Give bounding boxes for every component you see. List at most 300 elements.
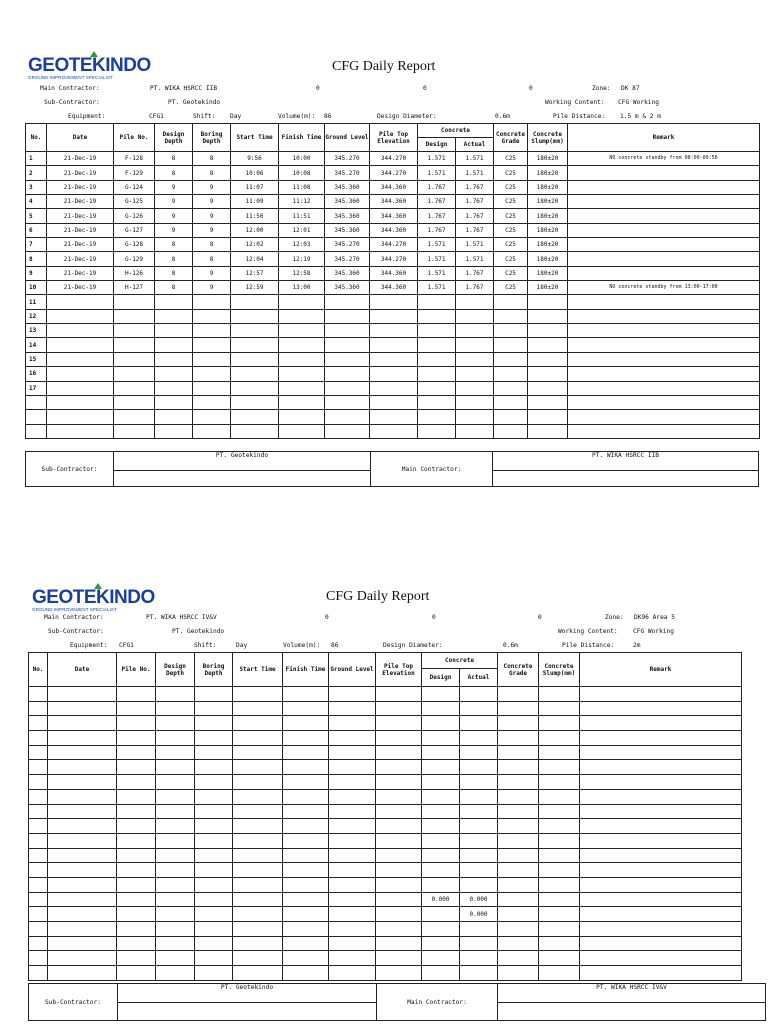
sub-contractor-label: Sub-Contractor: <box>48 628 104 635</box>
col-concrete-grade: Concrete Grade <box>494 124 528 152</box>
row-pile-no <box>117 731 156 746</box>
report-title: CFG Daily Report <box>332 59 436 74</box>
row-design-depth <box>156 701 195 716</box>
row-design-depth: 8 <box>155 281 193 295</box>
row-pile-no: G-128 <box>114 238 155 252</box>
row-concrete-design <box>418 424 456 438</box>
row-remark <box>568 324 760 338</box>
row-concrete-slump <box>539 936 580 951</box>
row-concrete-slump <box>528 338 568 352</box>
row-start-time <box>231 381 279 395</box>
row-concrete-slump <box>528 367 568 381</box>
working-content-label: Working Content: <box>558 628 618 635</box>
row-ground-level <box>329 833 376 848</box>
row-no <box>29 760 48 775</box>
row-concrete-actual <box>460 966 498 981</box>
row-design-depth: 9 <box>155 223 193 237</box>
row-date <box>48 789 117 804</box>
row-ground-level <box>329 966 376 981</box>
table-row <box>29 731 742 746</box>
row-date: 21-Dec-19 <box>47 209 114 223</box>
row-date <box>48 804 117 819</box>
header-zero-c: 0 <box>538 614 542 621</box>
row-pile-no <box>117 892 156 907</box>
row-date <box>48 848 117 863</box>
row-pile-no: F-129 <box>114 166 155 180</box>
row-concrete-grade <box>498 966 539 981</box>
col-concrete-group: Concrete <box>422 653 498 669</box>
table-row <box>26 381 760 395</box>
col-boring-depth: Boring Depth <box>193 124 231 152</box>
row-concrete-actual <box>460 789 498 804</box>
row-pile-no <box>114 309 155 323</box>
row-date <box>48 731 117 746</box>
row-concrete-slump <box>528 395 568 409</box>
row-concrete-design <box>422 775 460 790</box>
row-boring-depth: 9 <box>193 209 231 223</box>
row-pile-top <box>376 789 422 804</box>
row-concrete-slump <box>539 789 580 804</box>
row-concrete-grade <box>498 745 539 760</box>
row-finish-time <box>283 775 329 790</box>
row-concrete-grade: C25 <box>494 195 528 209</box>
table-row <box>29 833 742 848</box>
row-pile-top: 344.360 <box>370 195 418 209</box>
row-pile-no <box>117 789 156 804</box>
row-no <box>29 863 48 878</box>
row-concrete-design: 1.767 <box>418 195 456 209</box>
main-contractor-value: PT. WIKA HSRCC IIB <box>150 85 218 92</box>
header-zero-b: 0 <box>423 85 427 92</box>
row-concrete-grade <box>498 951 539 966</box>
row-ground-level <box>329 804 376 819</box>
row-ground-level <box>329 745 376 760</box>
row-remark <box>580 863 742 878</box>
row-start-time <box>233 833 283 848</box>
row-remark <box>568 352 760 366</box>
row-date <box>48 760 117 775</box>
table-row <box>29 789 742 804</box>
col-remark: Remark <box>568 124 760 152</box>
pile-distance-value: 1.5 m & 2 m <box>620 113 661 120</box>
row-finish-time: 11:12 <box>279 195 325 209</box>
row-concrete-grade <box>498 731 539 746</box>
table-row <box>26 209 760 223</box>
row-no <box>29 789 48 804</box>
row-remark <box>580 819 742 834</box>
equipment-value: CFG1 <box>149 113 164 120</box>
row-no: 13 <box>26 324 47 338</box>
row-concrete-grade: C25 <box>494 266 528 280</box>
row-concrete-actual <box>460 687 498 702</box>
row-concrete-design <box>422 760 460 775</box>
row-pile-top: 344.360 <box>370 281 418 295</box>
footer-sub-contractor-name: PT. Geotekindo <box>118 984 377 1003</box>
row-concrete-actual <box>460 775 498 790</box>
row-boring-depth <box>195 775 233 790</box>
row-concrete-slump: 180±20 <box>528 223 568 237</box>
row-pile-no <box>117 966 156 981</box>
row-concrete-design: 1.571 <box>418 266 456 280</box>
row-date <box>47 424 114 438</box>
row-concrete-slump <box>528 352 568 366</box>
row-concrete-design <box>422 848 460 863</box>
row-pile-top <box>376 819 422 834</box>
col-boring-depth: Boring Depth <box>195 653 233 687</box>
row-concrete-slump: 180±20 <box>528 266 568 280</box>
row-ground-level <box>325 309 370 323</box>
row-remark <box>580 687 742 702</box>
row-concrete-grade: C25 <box>494 223 528 237</box>
row-pile-no <box>117 922 156 937</box>
row-concrete-actual: 1.767 <box>456 209 494 223</box>
design-diameter-value: 0.6m <box>503 642 518 649</box>
row-ground-level <box>329 701 376 716</box>
row-finish-time <box>283 687 329 702</box>
row-pile-no <box>114 367 155 381</box>
row-finish-time <box>283 731 329 746</box>
row-concrete-slump: 180±20 <box>528 166 568 180</box>
row-design-depth <box>156 789 195 804</box>
row-remark: NO concrete standby from 08:00-09:56 <box>568 152 760 166</box>
row-concrete-slump <box>539 716 580 731</box>
row-pile-no <box>114 410 155 424</box>
row-finish-time <box>279 395 325 409</box>
row-boring-depth <box>193 352 231 366</box>
row-no <box>29 819 48 834</box>
row-finish-time <box>283 877 329 892</box>
row-boring-depth <box>193 410 231 424</box>
row-concrete-actual <box>460 760 498 775</box>
row-boring-depth <box>193 367 231 381</box>
row-concrete-design <box>418 352 456 366</box>
row-no <box>29 892 48 907</box>
design-diameter-label: Design Diameter: <box>377 113 437 120</box>
row-concrete-design <box>422 863 460 878</box>
zone-value: DK 87 <box>621 85 640 92</box>
row-start-time <box>233 731 283 746</box>
row-concrete-actual: 1.767 <box>456 281 494 295</box>
row-pile-no <box>117 775 156 790</box>
row-start-time <box>233 922 283 937</box>
row-start-time: 11:50 <box>231 209 279 223</box>
row-concrete-grade <box>498 687 539 702</box>
row-concrete-design: 0.000 <box>422 892 460 907</box>
volume-label: Volume(m): <box>283 642 321 649</box>
table-row <box>26 266 760 280</box>
row-start-time <box>233 760 283 775</box>
row-ground-level <box>329 892 376 907</box>
row-concrete-actual: 1.571 <box>456 238 494 252</box>
row-concrete-slump <box>539 731 580 746</box>
header-zero-c: 0 <box>529 85 533 92</box>
row-concrete-actual: 1.571 <box>456 152 494 166</box>
row-concrete-actual: 1.767 <box>456 266 494 280</box>
row-remark <box>580 701 742 716</box>
row-concrete-design: 1.767 <box>418 223 456 237</box>
row-concrete-slump <box>539 819 580 834</box>
row-start-time <box>233 907 283 922</box>
table-row <box>29 848 742 863</box>
row-pile-top <box>370 410 418 424</box>
row-pile-no <box>117 907 156 922</box>
row-concrete-design: 1.571 <box>418 238 456 252</box>
row-finish-time <box>283 863 329 878</box>
row-finish-time <box>283 819 329 834</box>
row-remark <box>568 223 760 237</box>
row-concrete-grade <box>498 907 539 922</box>
row-concrete-slump: 180±20 <box>528 252 568 266</box>
row-remark <box>580 951 742 966</box>
row-remark <box>580 922 742 937</box>
row-pile-top <box>376 922 422 937</box>
row-ground-level <box>329 775 376 790</box>
row-start-time <box>231 324 279 338</box>
row-pile-no <box>114 324 155 338</box>
row-concrete-design <box>422 877 460 892</box>
row-no: 4 <box>26 195 47 209</box>
row-ground-level <box>325 424 370 438</box>
row-finish-time: 12:58 <box>279 266 325 280</box>
row-date <box>48 907 117 922</box>
table-row <box>26 195 760 209</box>
row-concrete-slump <box>539 745 580 760</box>
row-concrete-design <box>418 324 456 338</box>
row-design-depth <box>156 819 195 834</box>
row-pile-no <box>117 951 156 966</box>
row-concrete-grade <box>498 848 539 863</box>
row-finish-time <box>283 936 329 951</box>
row-remark <box>568 424 760 438</box>
row-finish-time <box>283 760 329 775</box>
row-pile-no: G-125 <box>114 195 155 209</box>
zone-value: DK96 Area 5 <box>634 614 675 621</box>
footer-main-signature-cell <box>498 1003 766 1021</box>
row-pile-top <box>376 848 422 863</box>
logo-triangle-icon <box>90 51 98 57</box>
table-row <box>26 309 760 323</box>
row-pile-top <box>376 907 422 922</box>
row-design-depth <box>156 833 195 848</box>
row-ground-level <box>325 295 370 309</box>
row-concrete-design <box>422 789 460 804</box>
row-concrete-slump <box>539 922 580 937</box>
row-pile-top <box>376 951 422 966</box>
row-concrete-design <box>418 410 456 424</box>
col-concrete-design: Design <box>418 138 456 152</box>
main-contractor-label: Main Contractor: <box>44 614 104 621</box>
table-row <box>26 338 760 352</box>
row-start-time <box>233 804 283 819</box>
row-concrete-grade <box>498 922 539 937</box>
working-content-value: CFG Working <box>618 99 659 106</box>
row-concrete-design: 1.767 <box>418 180 456 194</box>
row-date <box>47 352 114 366</box>
row-ground-level <box>329 687 376 702</box>
row-boring-depth: 9 <box>193 195 231 209</box>
row-boring-depth <box>193 338 231 352</box>
row-no <box>29 907 48 922</box>
row-remark <box>568 195 760 209</box>
row-concrete-grade <box>494 324 528 338</box>
row-pile-top <box>370 352 418 366</box>
row-concrete-slump <box>539 892 580 907</box>
row-design-depth <box>156 848 195 863</box>
row-no <box>29 745 48 760</box>
volume-value: 86 <box>331 642 339 649</box>
row-pile-top <box>376 936 422 951</box>
row-no <box>29 775 48 790</box>
row-concrete-actual: 1.767 <box>456 195 494 209</box>
pile-distance-label: Pile Distance: <box>562 642 615 649</box>
row-start-time <box>231 295 279 309</box>
row-pile-top <box>370 338 418 352</box>
row-date <box>48 936 117 951</box>
row-start-time: 12:04 <box>231 252 279 266</box>
row-concrete-actual <box>460 804 498 819</box>
row-concrete-slump: 180±20 <box>528 152 568 166</box>
row-start-time <box>231 338 279 352</box>
main-contractor-value: PT. WIKA HSRCC IV&V <box>146 614 217 621</box>
row-concrete-grade <box>498 775 539 790</box>
row-no <box>29 701 48 716</box>
row-concrete-grade <box>494 367 528 381</box>
report-title: CFG Daily Report <box>326 589 430 604</box>
row-concrete-grade <box>494 424 528 438</box>
row-ground-level: 345.360 <box>325 209 370 223</box>
row-concrete-actual <box>460 936 498 951</box>
row-pile-no: G-129 <box>114 252 155 266</box>
row-concrete-design <box>422 745 460 760</box>
row-date <box>47 410 114 424</box>
row-pile-no <box>117 848 156 863</box>
row-concrete-slump <box>539 775 580 790</box>
row-concrete-actual <box>456 352 494 366</box>
row-finish-time <box>283 716 329 731</box>
zone-label: Zone: <box>592 85 611 92</box>
row-boring-depth <box>195 716 233 731</box>
row-pile-top <box>376 701 422 716</box>
table-row <box>26 223 760 237</box>
row-date <box>48 716 117 731</box>
row-pile-no <box>114 381 155 395</box>
row-finish-time <box>279 352 325 366</box>
row-concrete-actual <box>460 863 498 878</box>
row-no: 3 <box>26 180 47 194</box>
row-finish-time <box>283 804 329 819</box>
row-concrete-grade <box>498 833 539 848</box>
row-finish-time <box>279 324 325 338</box>
row-remark <box>580 745 742 760</box>
footer-sub-contractor-name: PT. Geotekindo <box>114 452 371 471</box>
row-concrete-grade <box>494 295 528 309</box>
row-concrete-grade <box>494 381 528 395</box>
logo-tagline: GROUND IMPROVEMENT SPECIALIST <box>32 607 117 612</box>
row-boring-depth <box>195 745 233 760</box>
logo-triangle-icon <box>94 583 102 589</box>
row-no: 8 <box>26 252 47 266</box>
row-boring-depth <box>195 951 233 966</box>
row-design-depth <box>155 338 193 352</box>
row-no <box>29 716 48 731</box>
table-row <box>29 716 742 731</box>
row-pile-top <box>376 833 422 848</box>
row-concrete-design <box>422 966 460 981</box>
row-date: 21-Dec-19 <box>47 281 114 295</box>
row-boring-depth <box>195 833 233 848</box>
working-content-value: CFG Working <box>633 628 674 635</box>
row-date <box>47 367 114 381</box>
col-finish-time: Finish Time <box>279 124 325 152</box>
row-finish-time <box>283 701 329 716</box>
row-concrete-grade <box>494 309 528 323</box>
row-design-depth <box>155 424 193 438</box>
row-design-depth: 8 <box>155 166 193 180</box>
row-design-depth <box>155 352 193 366</box>
row-finish-time: 12:01 <box>279 223 325 237</box>
row-concrete-design <box>422 701 460 716</box>
row-pile-top <box>376 892 422 907</box>
row-remark <box>568 209 760 223</box>
table-row <box>29 804 742 819</box>
row-concrete-grade <box>498 936 539 951</box>
row-finish-time <box>283 951 329 966</box>
row-pile-top <box>370 395 418 409</box>
row-pile-top: 344.270 <box>370 152 418 166</box>
row-remark <box>580 804 742 819</box>
table-row <box>26 281 760 295</box>
row-ground-level: 345.360 <box>325 195 370 209</box>
col-pile-no: Pile No. <box>117 653 156 687</box>
row-ground-level <box>329 819 376 834</box>
sub-contractor-label: Sub-Contractor: <box>44 99 100 106</box>
table-row <box>29 760 742 775</box>
row-no <box>29 848 48 863</box>
col-finish-time: Finish Time <box>283 653 329 687</box>
row-no <box>29 833 48 848</box>
row-pile-top <box>370 424 418 438</box>
sub-contractor-value: PT. Geotekindo <box>168 99 221 106</box>
row-pile-top <box>376 877 422 892</box>
row-pile-top: 344.360 <box>370 266 418 280</box>
col-ground-level: Ground Level <box>325 124 370 152</box>
col-date: Date <box>48 653 117 687</box>
row-concrete-grade <box>498 716 539 731</box>
row-start-time <box>233 936 283 951</box>
col-concrete-grade: Concrete Grade <box>498 653 539 687</box>
row-remark <box>580 789 742 804</box>
row-concrete-grade <box>494 410 528 424</box>
footer-sub-contractor-label: Sub-Contractor: <box>29 984 118 1021</box>
row-concrete-slump <box>528 295 568 309</box>
row-concrete-design <box>418 338 456 352</box>
row-finish-time <box>283 892 329 907</box>
row-ground-level <box>329 716 376 731</box>
row-no <box>29 951 48 966</box>
row-no: 6 <box>26 223 47 237</box>
row-pile-no <box>117 701 156 716</box>
row-design-depth <box>156 745 195 760</box>
row-pile-no <box>117 760 156 775</box>
row-concrete-design: 1.571 <box>418 281 456 295</box>
row-finish-time <box>279 309 325 323</box>
working-content-label: Working Content: <box>545 99 605 106</box>
row-design-depth <box>156 907 195 922</box>
footer-main-contractor-name: PT. WIKA HSRCC IV&V <box>498 984 766 1003</box>
row-ground-level <box>329 848 376 863</box>
row-boring-depth <box>195 789 233 804</box>
row-date <box>47 338 114 352</box>
